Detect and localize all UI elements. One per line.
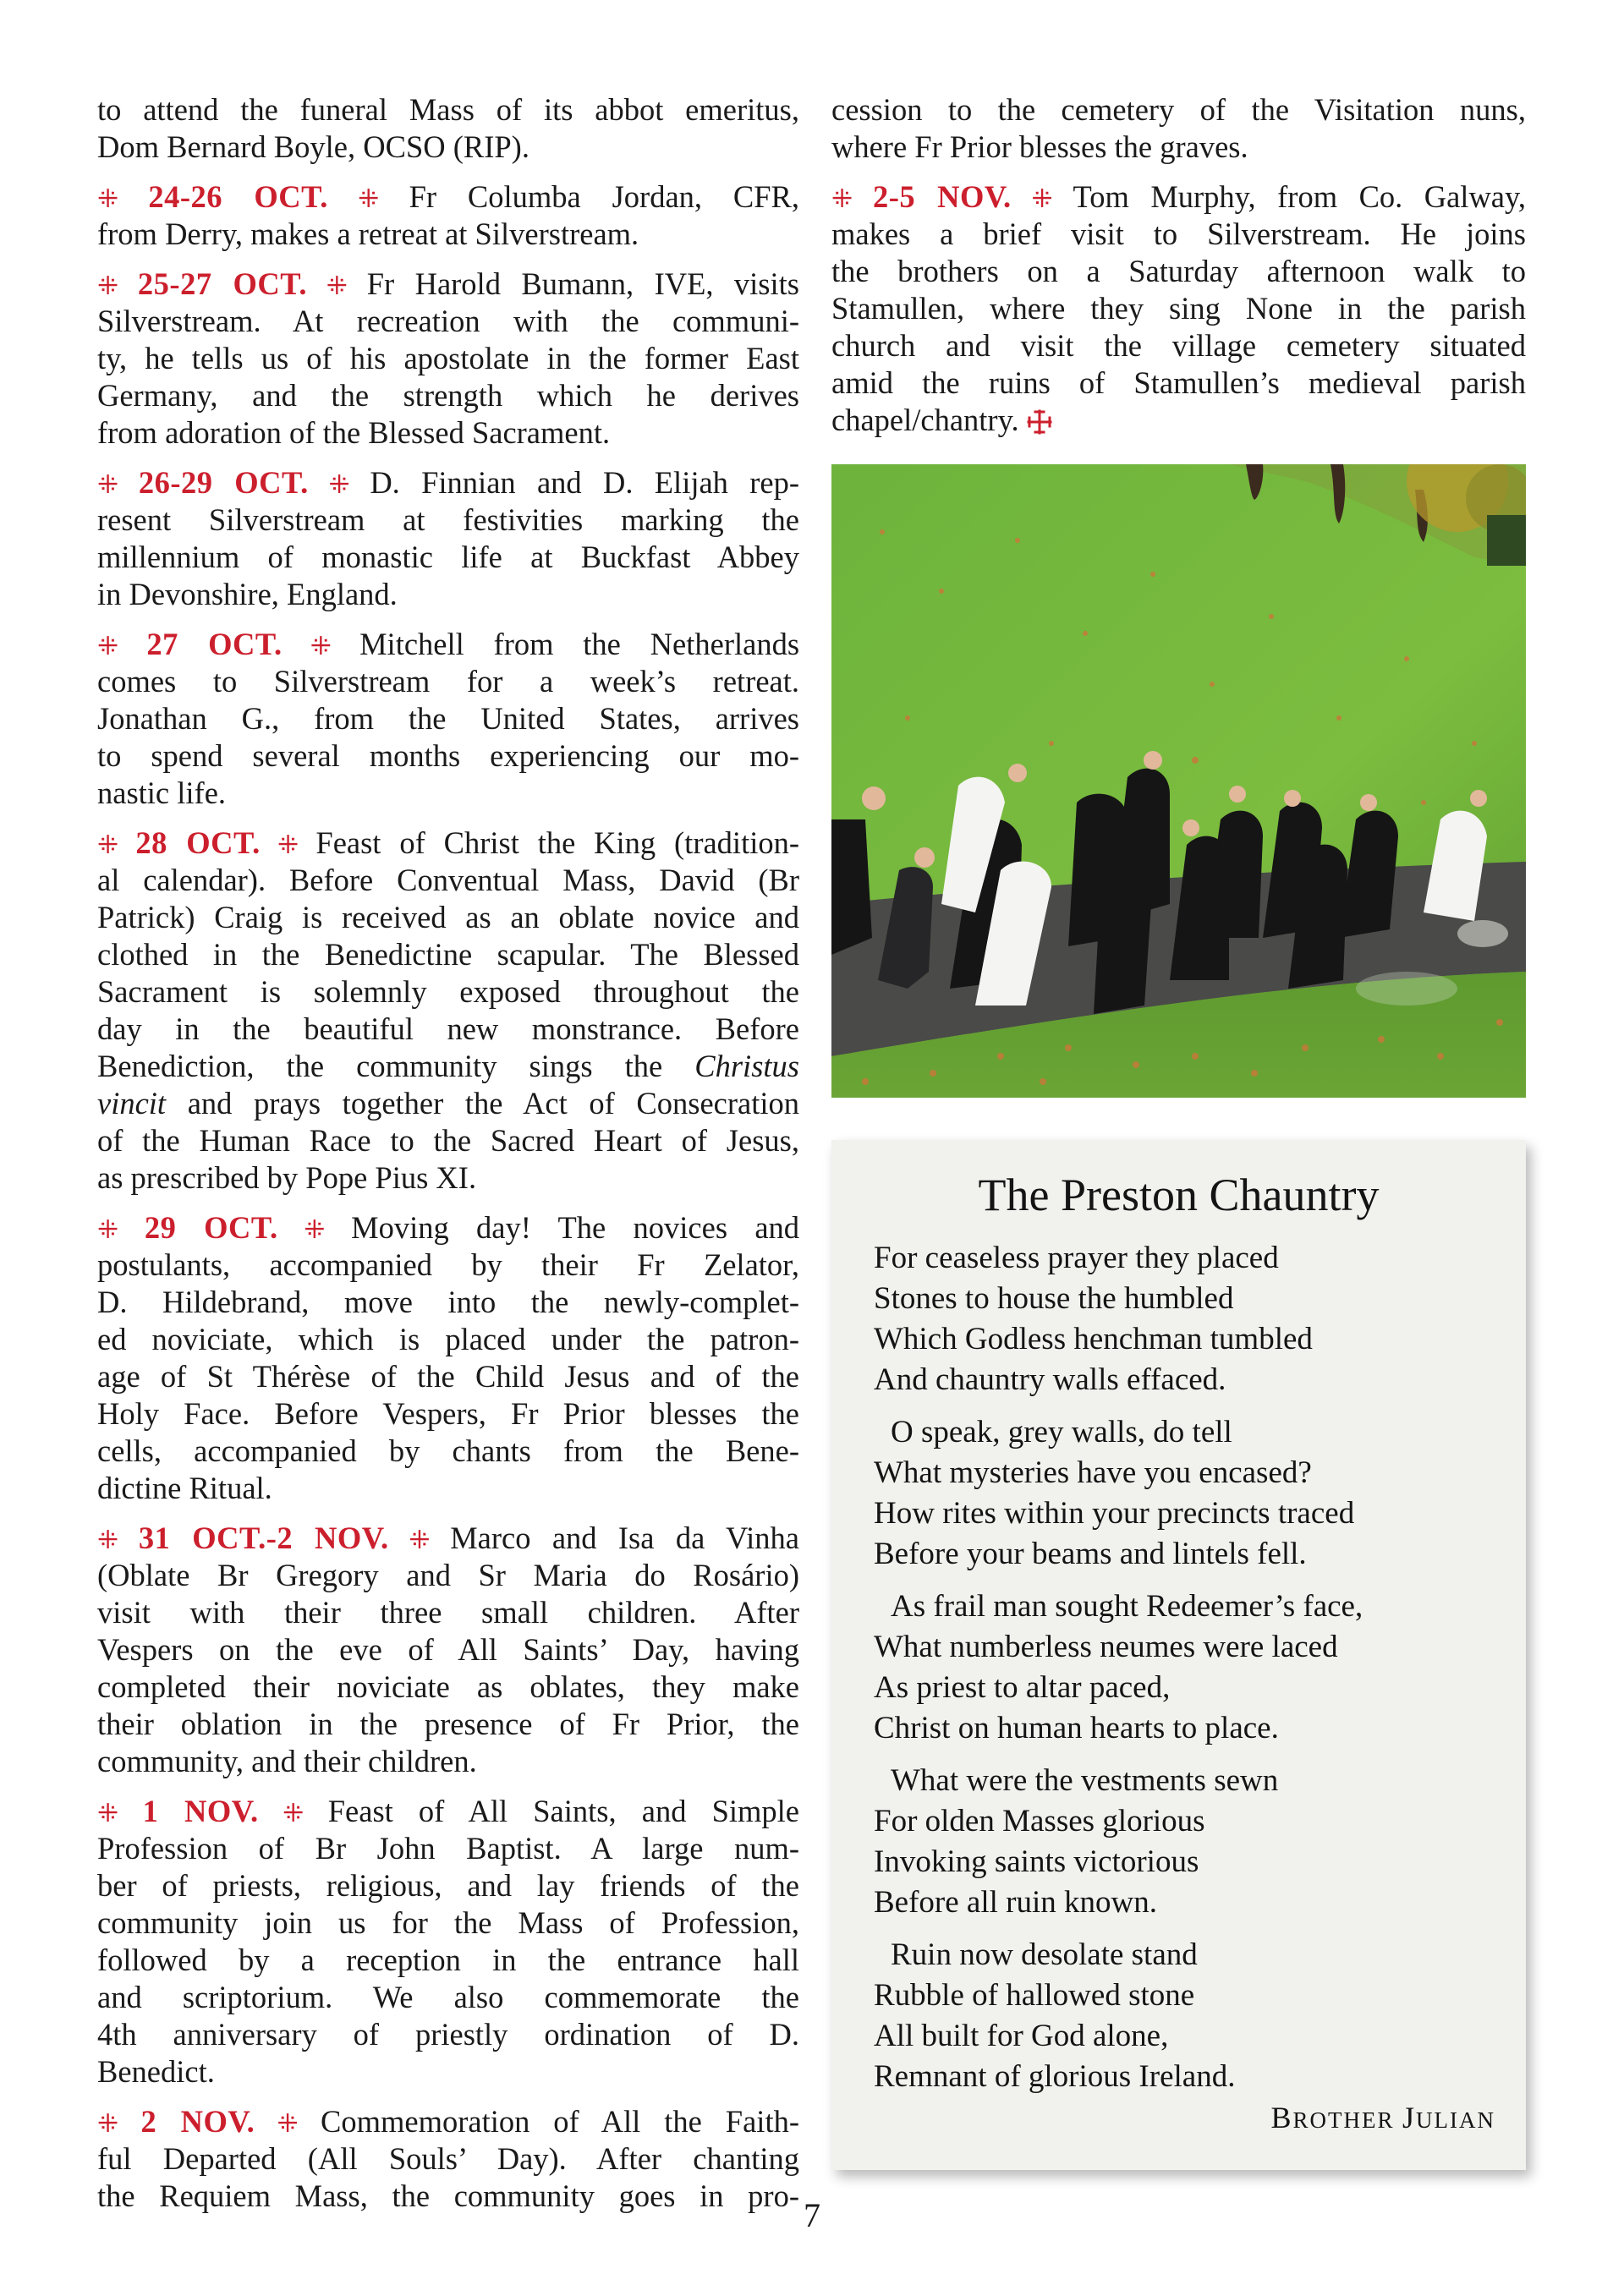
text-line <box>831 91 1526 129</box>
diary-entry <box>97 825 799 1197</box>
text-run: community, and their children. <box>97 1744 477 1778</box>
text-line <box>97 377 799 414</box>
text-run: completed their noviciate as oblates, they make <box>97 1669 799 1704</box>
text-line <box>97 862 799 899</box>
text-run: of the Human Race to the Sacred Heart of Jesus, <box>97 1123 799 1158</box>
text-run: ty, he tells us of his apostolate in the former East <box>97 341 799 375</box>
poem-line: Invoking saints victorious <box>874 1844 1199 1879</box>
poem-line: What numberless neumes were laced <box>874 1630 1338 1664</box>
text-run: makes a brief visit to Silverstream. He joins <box>831 216 1526 251</box>
diary-entry <box>97 464 799 613</box>
signature-rest: ROTHER <box>1292 2107 1395 2133</box>
text-line <box>97 464 799 501</box>
poem-line: O speak, grey walls, do tell <box>891 1415 1232 1449</box>
text-line <box>97 1743 799 1780</box>
section-mark-icon: ⁜ <box>327 185 409 213</box>
section-mark-icon: ⁜ <box>831 185 873 213</box>
entry-date: 1 NOV. <box>142 1794 259 1828</box>
text-line <box>97 1470 799 1507</box>
text-line <box>97 1395 799 1433</box>
text-line <box>831 290 1526 327</box>
text-run: Commemoration of All the Faith- <box>321 2104 799 2139</box>
italic-text: Christus <box>694 1049 799 1083</box>
text-run: to spend several months experiencing our mo- <box>97 738 799 773</box>
text-line <box>97 1669 799 1706</box>
poem-line: How rites within your precincts traced <box>874 1496 1355 1531</box>
text-line <box>831 178 1526 216</box>
text-run: Tom Murphy, from Co. Galway, <box>1073 179 1527 214</box>
poem-line: Ruin now desolate stand <box>891 1937 1198 1972</box>
poem-line: For olden Masses glorious <box>874 1804 1205 1838</box>
text-line <box>97 576 799 613</box>
poem-stanza <box>874 1761 1500 1923</box>
text-line <box>97 1011 799 1048</box>
section-mark-icon: ⁜ <box>97 831 136 859</box>
text-line <box>97 1247 799 1284</box>
text-line <box>97 2016 799 2053</box>
cross-potent-icon <box>1026 407 1053 434</box>
text-line <box>97 2103 799 2140</box>
text-line <box>97 1209 799 1247</box>
text-run: D. Hildebrand, move into the newly-complet- <box>97 1285 799 1319</box>
poem-line: Which Godless henchman tumbled <box>874 1322 1313 1356</box>
text-line <box>97 1830 799 1867</box>
text-line <box>97 973 799 1011</box>
text-run: resent Silverstream at festivities marking the <box>97 502 799 537</box>
text-line <box>97 2053 799 2091</box>
text-line <box>97 825 799 862</box>
section-mark-icon: ⁜ <box>97 272 138 300</box>
text-line <box>97 626 799 663</box>
text-line <box>97 340 799 377</box>
text-run: amid the ruins of Stamullen’s medieval parish <box>831 365 1526 400</box>
text-line <box>97 1594 799 1631</box>
entry-date: 28 OCT. <box>135 825 261 860</box>
poem-line: All built for God alone, <box>874 2019 1169 2053</box>
text-run: age of St Thérèse of the Child Jesus and of the <box>97 1359 799 1394</box>
poem-line: As frail man sought Redeemer’s face, <box>891 1589 1363 1624</box>
section-mark-icon: ⁜ <box>97 185 149 213</box>
text-run: followed by a reception in the entrance hall <box>97 1943 799 1977</box>
signature-rest: ULIAN <box>1416 2107 1495 2133</box>
text-line <box>97 2140 799 2178</box>
poem-line: Rubble of hallowed stone <box>874 1978 1195 2013</box>
poem-body <box>874 1238 1500 2109</box>
text-run: visit with their three small children. After <box>97 1595 799 1630</box>
text-line <box>97 1942 799 1979</box>
text-line <box>97 1284 799 1321</box>
text-line <box>97 700 799 737</box>
text-run: Benedict. <box>97 2054 215 2089</box>
text-line <box>97 266 799 303</box>
poem-line: Remnant of glorious Ireland. <box>874 2059 1236 2094</box>
italic-text: vincit <box>97 1086 167 1121</box>
text-line <box>831 402 1526 439</box>
text-run: Germany, and the strength which he derives <box>97 378 799 413</box>
text-line <box>97 216 799 253</box>
text-run: as prescribed by Pope Pius XI. <box>97 1160 477 1195</box>
section-mark-icon: ⁜ <box>258 1800 328 1827</box>
text-run: the brothers on a Saturday afternoon walk to <box>831 254 1526 288</box>
diary-entry <box>97 1209 799 1507</box>
text-line <box>97 178 799 216</box>
section-mark-icon: ⁜ <box>308 471 370 499</box>
text-run: Feast of Christ the King (tradition- <box>315 825 800 860</box>
text-line <box>831 327 1526 364</box>
text-run: to attend the funeral Mass of its abbot emeritus, <box>97 92 799 127</box>
text-line <box>97 1321 799 1358</box>
right-column <box>831 91 1526 452</box>
text-line <box>97 1904 799 1942</box>
poem-stanza <box>874 1238 1500 1400</box>
text-run: Patrick) Craig is received as an oblate novice and <box>97 900 799 934</box>
text-run: Stamullen, where they sing None in the parish <box>831 291 1526 326</box>
text-run: Profession of Br John Baptist. A large num- <box>97 1831 799 1866</box>
section-mark-icon: ⁜ <box>97 633 147 660</box>
section-mark-icon: ⁜ <box>307 272 367 300</box>
text-run: church and visit the village cemetery situated <box>831 328 1526 363</box>
text-line <box>97 1085 799 1122</box>
poem-line: For ceaseless prayer they placed <box>874 1241 1279 1275</box>
diary-entry <box>97 626 799 812</box>
poem-line: What were the vestments sewn <box>891 1763 1279 1798</box>
entry-date: 24-26 OCT. <box>148 179 328 214</box>
section-mark-icon: ⁜ <box>260 831 316 859</box>
text-line <box>97 775 799 812</box>
text-run: cells, accompanied by chants from the Bene- <box>97 1433 799 1468</box>
text-line <box>97 737 799 775</box>
diary-entry <box>831 178 1526 439</box>
entry-date: 25-27 OCT. <box>137 266 307 301</box>
section-mark-icon: ⁜ <box>97 1216 145 1244</box>
text-line <box>97 1793 799 1830</box>
text-line <box>97 414 799 452</box>
entry-date: 31 OCT.-2 NOV. <box>138 1521 389 1555</box>
poem-line: Christ on human hearts to place. <box>874 1711 1279 1745</box>
text-run: in Devonshire, England. <box>97 577 398 611</box>
continued-paragraph <box>831 91 1526 166</box>
text-run: nastic life. <box>97 775 227 810</box>
text-run: dictine Ritual. <box>97 1471 272 1505</box>
text-line <box>831 253 1526 290</box>
diary-entry <box>97 2103 799 2215</box>
continued-paragraph <box>97 91 799 166</box>
text-line <box>97 2178 799 2215</box>
text-run: from Derry, makes a retreat at Silverstream. <box>97 216 639 251</box>
section-mark-icon: ⁜ <box>1011 185 1073 213</box>
text-line <box>97 1979 799 2016</box>
signature-initial: J <box>1402 2101 1417 2134</box>
poem-line: Stones to house the humbled <box>874 1281 1234 1316</box>
text-line <box>97 91 799 129</box>
text-run: Benediction, the community sings the <box>97 1049 695 1083</box>
text-line <box>97 501 799 539</box>
text-line <box>831 364 1526 402</box>
poem-title: The Preston Chauntry <box>978 1170 1380 1220</box>
text-run: Fr Harold Bumann, IVE, visits <box>366 266 799 301</box>
text-run: D. Finnian and D. Elijah rep- <box>370 465 800 500</box>
text-line <box>97 1122 799 1159</box>
section-mark-icon: ⁜ <box>255 2110 321 2138</box>
diary-entry <box>97 178 799 253</box>
poem-box <box>831 1140 1526 2170</box>
text-line <box>97 1433 799 1470</box>
text-run: Jonathan G., from the United States, arrives <box>97 701 799 736</box>
signature-initial: B <box>1270 2101 1293 2134</box>
section-mark-icon: ⁜ <box>277 1216 352 1244</box>
section-mark-icon: ⁜ <box>97 1526 139 1554</box>
page-number: 7 <box>804 2196 820 2234</box>
text-run: ber of priests, religious, and lay friends of the <box>97 1868 799 1903</box>
text-line <box>97 1358 799 1395</box>
diary-entry <box>97 1793 799 2091</box>
poem-line: Before all ruin known. <box>874 1885 1157 1920</box>
text-run: (Oblate Br Gregory and Sr Maria do Rosário) <box>97 1558 799 1592</box>
text-line <box>97 899 799 936</box>
text-run: Fr Columba Jordan, CFR, <box>409 179 799 214</box>
entry-date: 27 OCT. <box>146 627 283 661</box>
text-line <box>97 663 799 700</box>
text-run: and prays together the Act of Consecration <box>166 1086 799 1121</box>
text-run: Mitchell from the Netherlands <box>359 627 800 661</box>
text-run: 4th anniversary of priestly ordination of D. <box>97 2017 799 2052</box>
text-run: day in the beautiful new monstrance. Before <box>97 1011 799 1046</box>
text-line <box>97 936 799 973</box>
poem-line: As priest to altar paced, <box>874 1670 1171 1705</box>
section-mark-icon: ⁜ <box>97 471 139 499</box>
text-run: postulants, accompanied by their Fr Zelator, <box>97 1247 799 1282</box>
entry-date: 2 NOV. <box>140 2104 255 2139</box>
text-run: ed noviciate, which is placed under the patron- <box>97 1322 799 1356</box>
poem-signature <box>1270 2100 1495 2135</box>
section-mark-icon: ⁜ <box>282 633 360 660</box>
poem-stanza <box>874 1935 1500 2097</box>
text-line <box>97 1159 799 1197</box>
text-run: millennium of monastic life at Buckfast Abbey <box>97 540 799 574</box>
entry-date: 29 OCT. <box>144 1210 278 1245</box>
text-run: Holy Face. Before Vespers, Fr Prior blesses the <box>97 1396 799 1431</box>
text-run: from adoration of the Blessed Sacrament. <box>97 415 611 450</box>
text-run: Sacrament is solemnly exposed throughout the <box>97 974 799 1009</box>
text-line <box>97 1557 799 1594</box>
procession-photo <box>831 464 1526 1098</box>
section-mark-icon: ⁜ <box>97 1800 143 1827</box>
diary-entry <box>97 1520 799 1780</box>
text-run: Vespers on the eve of All Saints’ Day, having <box>97 1632 799 1667</box>
entry-date: 2-5 NOV. <box>872 179 1012 214</box>
text-line <box>831 216 1526 253</box>
poem-line: What mysteries have you encased? <box>874 1455 1312 1490</box>
text-line <box>97 1631 799 1669</box>
text-run: Moving day! The novices and <box>351 1210 800 1245</box>
text-run: Feast of All Saints, and Simple <box>327 1794 800 1828</box>
section-mark-icon: ⁜ <box>388 1526 451 1554</box>
text-run: Marco and Isa da Vinha <box>450 1521 799 1555</box>
text-run: Dom Bernard Boyle, OCSO (RIP). <box>97 129 529 164</box>
text-line <box>97 1048 799 1085</box>
text-run: chapel/chantry. <box>831 403 1019 437</box>
text-run: ful Departed (All Souls’ Day). After chanting <box>97 2141 799 2176</box>
text-line <box>97 129 799 166</box>
text-line <box>97 539 799 576</box>
text-line <box>97 1867 799 1904</box>
text-run: comes to Silverstream for a week’s retreat. <box>97 664 799 699</box>
poem-stanza <box>874 1412 1500 1575</box>
text-run: the Requiem Mass, the community goes in pro- <box>97 2178 799 2213</box>
poem-line: Before your beams and lintels fell. <box>874 1537 1307 1571</box>
text-line <box>97 1520 799 1557</box>
text-run: clothed in the Benedictine scapular. The Blessed <box>97 937 799 972</box>
text-run: al calendar). Before Conventual Mass, David (Br <box>97 863 799 897</box>
text-line <box>97 303 799 340</box>
text-run: their oblation in the presence of Fr Prior, the <box>97 1707 799 1741</box>
poem-stanza <box>874 1586 1500 1749</box>
entry-date: 26-29 OCT. <box>138 465 309 500</box>
text-run: cession to the cemetery of the Visitation nuns, <box>831 92 1526 127</box>
text-run: community join us for the Mass of Profession, <box>97 1905 799 1940</box>
poem-line: And chauntry walls effaced. <box>874 1362 1226 1397</box>
text-line <box>97 1706 799 1743</box>
text-run: and scriptorium. We also commemorate the <box>97 1980 799 2014</box>
text-run: where Fr Prior blesses the graves. <box>831 129 1248 164</box>
section-mark-icon: ⁜ <box>97 2110 141 2138</box>
diary-entry <box>97 266 799 452</box>
text-line <box>831 129 1526 166</box>
text-run: Silverstream. At recreation with the communi- <box>97 304 799 338</box>
left-column <box>97 91 799 2228</box>
